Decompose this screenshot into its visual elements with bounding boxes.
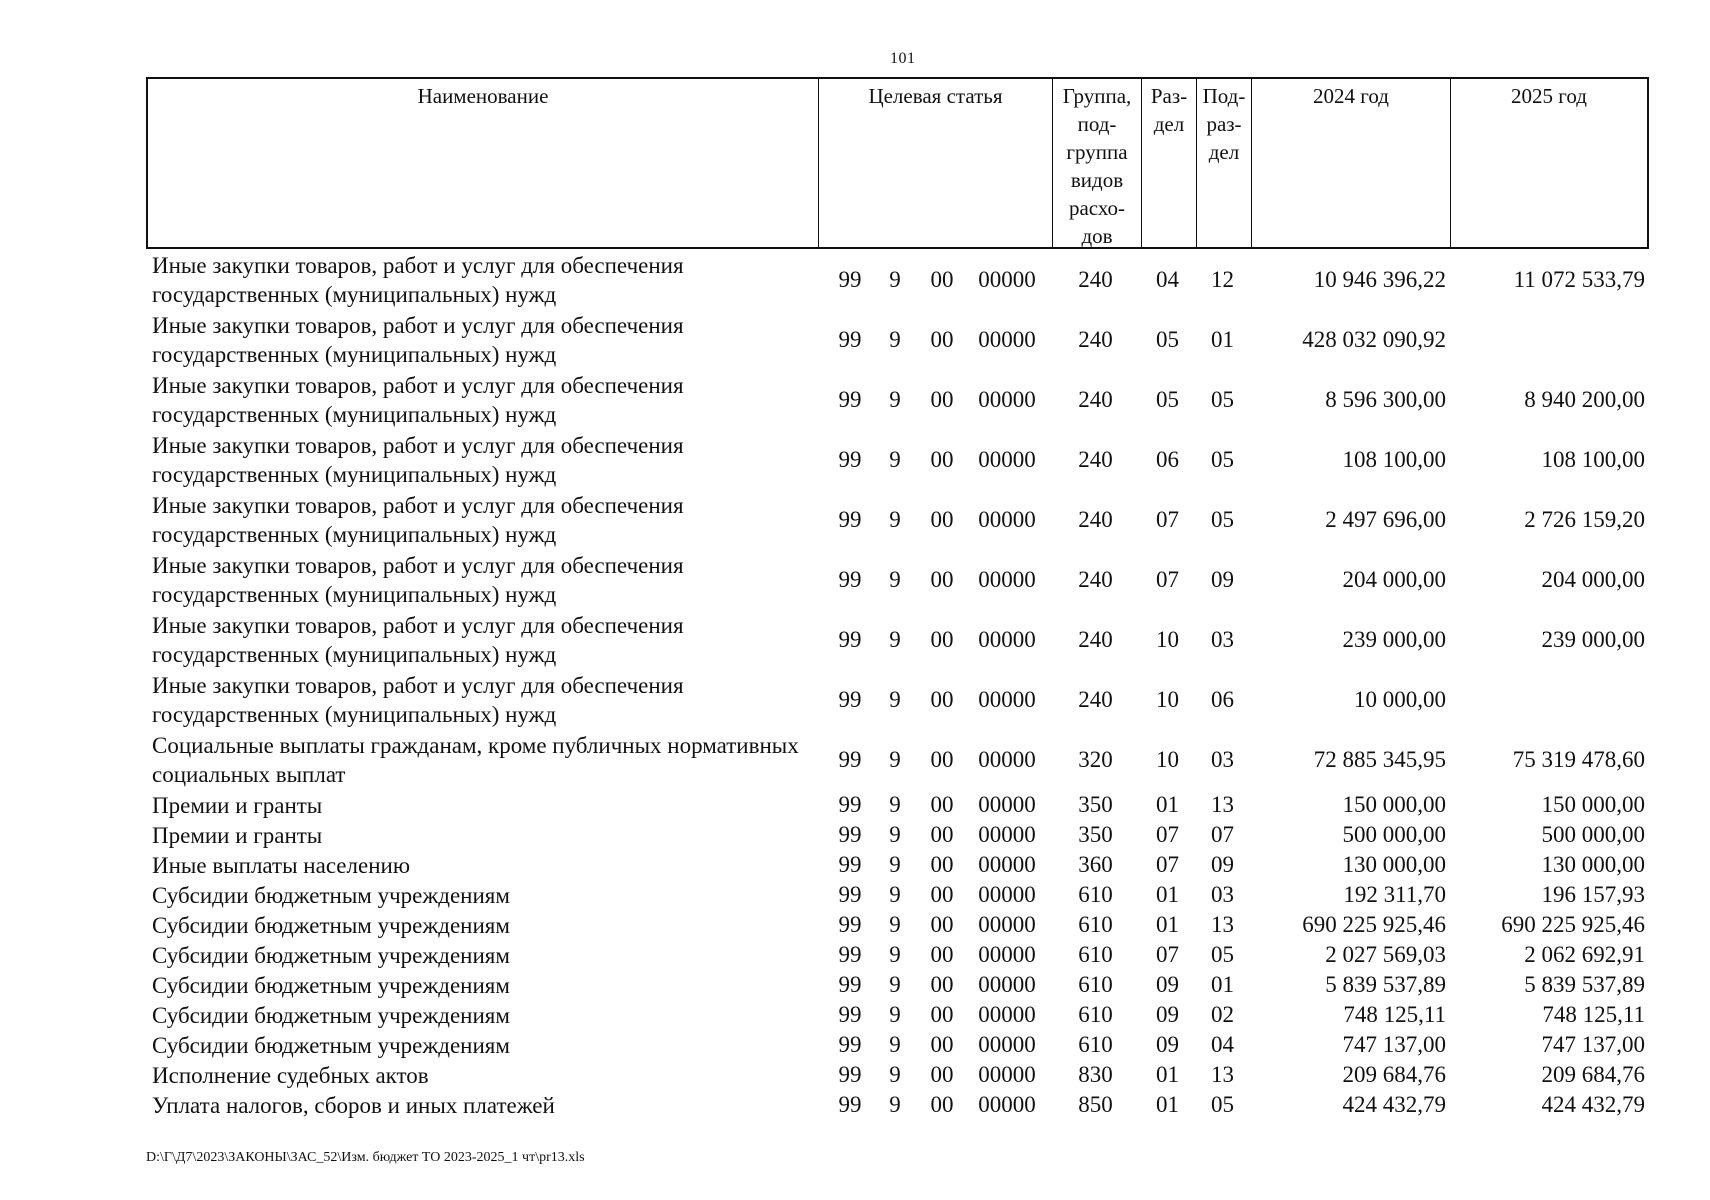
table-row [146,1060,1649,1090]
code-direction: 00 [930,267,954,292]
code-program: 99 [838,267,862,292]
table-row [146,310,1649,370]
amount-2025: 2 726 159,20 [1524,507,1645,532]
expense-group: 320 [1078,747,1113,772]
table-body [146,250,1649,1120]
amount-2024: 2 497 696,00 [1325,507,1446,532]
section: 07 [1156,822,1179,847]
table-row [146,730,1649,790]
amount-2025: 690 225 925,46 [1501,912,1645,937]
amount-2025: 2 062 692,91 [1524,942,1645,967]
expense-group: 350 [1078,792,1113,817]
code-subprogram: 9 [889,627,901,652]
file-path-footer: D:\Г\Д7\2023\ЗАКОНЫ\ЗАС_52\Изм. бюджет ТО 2023-2025_1 чт\pr13.xls [146,1150,585,1165]
subsection: 03 [1211,627,1234,652]
amount-2024: 428 032 090,92 [1302,327,1446,352]
section: 01 [1156,1092,1179,1117]
expense-group: 350 [1078,822,1113,847]
code-expense: 00000 [978,387,1036,412]
amount-2025 [1449,670,1645,730]
code-program: 99 [838,687,862,712]
header-section: Раз- дел [1142,79,1197,247]
row-name: Премии и гранты [152,792,323,818]
code-program: 99 [838,822,862,847]
section: 01 [1156,882,1179,907]
header-target-article: Целевая статья [819,79,1053,247]
code-program: 99 [838,852,862,877]
code-direction: 00 [930,627,954,652]
amount-2024: 500 000,00 [1342,822,1446,847]
code-subprogram: 9 [889,1092,901,1117]
subsection: 03 [1211,882,1234,907]
amount-2025: 748 125,11 [1542,1002,1645,1027]
table-row [146,550,1649,610]
code-subprogram: 9 [889,567,901,592]
section: 09 [1156,1032,1179,1057]
code-program: 99 [838,1002,862,1027]
header-year-2024: 2024 год [1252,79,1451,247]
amount-2024: 108 100,00 [1342,447,1446,472]
section: 07 [1156,507,1179,532]
amount-2025: 75 319 478,60 [1512,747,1645,772]
section: 01 [1156,912,1179,937]
code-subprogram: 9 [889,852,901,877]
code-direction: 00 [930,687,954,712]
code-program: 99 [838,327,862,352]
code-direction: 00 [930,1032,954,1057]
code-subprogram: 9 [889,942,901,967]
code-subprogram: 9 [889,747,901,772]
code-subprogram: 9 [889,1032,901,1057]
code-expense: 00000 [978,567,1036,592]
code-subprogram: 9 [889,327,901,352]
expense-group: 850 [1078,1092,1113,1117]
code-expense: 00000 [978,627,1036,652]
subsection: 05 [1211,942,1234,967]
code-subprogram: 9 [889,687,901,712]
expense-group: 610 [1078,942,1113,967]
code-program: 99 [838,942,862,967]
subsection: 02 [1211,1002,1234,1027]
expense-group: 240 [1078,687,1113,712]
row-name: Иные закупки товаров, работ и услуг для обеспечения государственных (муниципальных) нужд [152,373,684,427]
amount-2025: 130 000,00 [1541,852,1645,877]
code-subprogram: 9 [889,792,901,817]
expense-group: 360 [1078,852,1113,877]
code-expense: 00000 [978,792,1036,817]
expense-group: 240 [1078,447,1113,472]
amount-2024: 748 125,11 [1343,1002,1446,1027]
code-expense: 00000 [978,972,1036,997]
subsection: 04 [1211,1032,1234,1057]
subsection: 12 [1211,267,1234,292]
code-expense: 00000 [978,1062,1036,1087]
row-name: Иные закупки товаров, работ и услуг для обеспечения государственных (муниципальных) нужд [152,313,684,367]
amount-2025: 11 072 533,79 [1513,267,1645,292]
amount-2025: 204 000,00 [1541,567,1645,592]
code-expense: 00000 [978,852,1036,877]
code-direction: 00 [930,447,954,472]
table-row [146,1000,1649,1030]
amount-2024: 8 596 300,00 [1325,387,1446,412]
code-program: 99 [838,627,862,652]
subsection: 09 [1211,567,1234,592]
row-name: Иные закупки товаров, работ и услуг для обеспечения государственных (муниципальных) нужд [152,433,684,487]
amount-2024: 747 137,00 [1342,1032,1446,1057]
code-direction: 00 [930,792,954,817]
code-subprogram: 9 [889,1062,901,1087]
amount-2024: 5 839 537,89 [1325,972,1446,997]
code-direction: 00 [930,972,954,997]
row-name: Уплата налогов, сборов и иных платежей [152,1092,555,1118]
subsection: 05 [1211,387,1234,412]
subsection: 09 [1211,852,1234,877]
amount-2024: 72 885 345,95 [1313,747,1446,772]
code-program: 99 [838,747,862,772]
amount-2025: 8 940 200,00 [1524,387,1645,412]
expense-group: 240 [1078,327,1113,352]
code-direction: 00 [930,567,954,592]
subsection: 01 [1211,972,1234,997]
table-row [146,970,1649,1000]
amount-2024: 10 000,00 [1354,687,1446,712]
table-row [146,610,1649,670]
row-name: Социальные выплаты гражданам, кроме публичных нормативных социальных выплат [152,733,799,787]
expense-group: 830 [1078,1062,1113,1087]
table-row [146,820,1649,850]
amount-2025: 747 137,00 [1541,1032,1645,1057]
code-direction: 00 [930,1092,954,1117]
code-subprogram: 9 [889,1002,901,1027]
code-expense: 00000 [978,1032,1036,1057]
code-subprogram: 9 [889,882,901,907]
amount-2024: 130 000,00 [1342,852,1446,877]
row-name: Субсидии бюджетным учреждениям [152,1032,510,1058]
code-expense: 00000 [978,747,1036,772]
expense-group: 240 [1078,567,1113,592]
expense-group: 240 [1078,507,1113,532]
code-expense: 00000 [978,822,1036,847]
table-row [146,790,1649,820]
code-program: 99 [838,1062,862,1087]
code-subprogram: 9 [889,507,901,532]
amount-2025: 108 100,00 [1541,447,1645,472]
table-row [146,910,1649,940]
expense-group: 610 [1078,972,1113,997]
section: 07 [1156,852,1179,877]
code-expense: 00000 [978,882,1036,907]
page-number: 101 [890,50,916,67]
expense-group: 610 [1078,1002,1113,1027]
row-name: Иные закупки товаров, работ и услуг для обеспечения государственных (муниципальных) нужд [152,673,684,727]
code-program: 99 [838,882,862,907]
expense-group: 240 [1078,387,1113,412]
code-expense: 00000 [978,507,1036,532]
code-program: 99 [838,567,862,592]
code-program: 99 [838,1092,862,1117]
amount-2024: 192 311,70 [1343,882,1446,907]
table-row [146,670,1649,730]
subsection: 05 [1211,1092,1234,1117]
row-name: Иные закупки товаров, работ и услуг для обеспечения государственных (муниципальных) нужд [152,613,684,667]
code-direction: 00 [930,387,954,412]
code-direction: 00 [930,327,954,352]
subsection: 03 [1211,747,1234,772]
expense-group: 610 [1078,882,1113,907]
code-program: 99 [838,912,862,937]
amount-2024: 239 000,00 [1342,627,1446,652]
section: 07 [1156,942,1179,967]
amount-2025: 5 839 537,89 [1524,972,1645,997]
code-expense: 00000 [978,912,1036,937]
code-program: 99 [838,972,862,997]
row-name: Субсидии бюджетным учреждениям [152,882,510,908]
subsection: 07 [1211,822,1234,847]
subsection: 06 [1211,687,1234,712]
amount-2025: 150 000,00 [1541,792,1645,817]
code-subprogram: 9 [889,267,901,292]
subsection: 05 [1211,447,1234,472]
expense-group: 240 [1078,627,1113,652]
subsection: 13 [1211,912,1234,937]
section: 10 [1156,747,1179,772]
row-name: Субсидии бюджетным учреждениям [152,912,510,938]
row-name: Иные закупки товаров, работ и услуг для обеспечения государственных (муниципальных) нужд [152,553,684,607]
row-name: Исполнение судебных актов [152,1062,429,1088]
table-row [146,430,1649,490]
code-expense: 00000 [978,942,1036,967]
amount-2024: 209 684,76 [1342,1062,1446,1087]
table-row [146,250,1649,310]
section: 05 [1156,327,1179,352]
code-program: 99 [838,447,862,472]
code-program: 99 [838,792,862,817]
subsection: 13 [1211,792,1234,817]
code-expense: 00000 [978,1002,1036,1027]
code-direction: 00 [930,507,954,532]
code-direction: 00 [930,942,954,967]
code-expense: 00000 [978,267,1036,292]
subsection: 13 [1211,1062,1234,1087]
code-subprogram: 9 [889,822,901,847]
code-expense: 00000 [978,327,1036,352]
code-direction: 00 [930,1062,954,1087]
amount-2024: 204 000,00 [1342,567,1446,592]
row-name: Иные закупки товаров, работ и услуг для обеспечения государственных (муниципальных) нужд [152,493,684,547]
amount-2024: 2 027 569,03 [1325,942,1446,967]
code-expense: 00000 [978,447,1036,472]
code-subprogram: 9 [889,972,901,997]
subsection: 01 [1211,327,1234,352]
expense-group: 610 [1078,1032,1113,1057]
amount-2024: 10 946 396,22 [1313,267,1446,292]
row-name: Субсидии бюджетным учреждениям [152,1002,510,1028]
row-name: Субсидии бюджетным учреждениям [152,972,510,998]
code-program: 99 [838,507,862,532]
code-direction: 00 [930,747,954,772]
amount-2024: 424 432,79 [1342,1092,1446,1117]
section: 07 [1156,567,1179,592]
code-direction: 00 [930,822,954,847]
code-program: 99 [838,387,862,412]
row-name: Премии и гранты [152,822,323,848]
header-name: Наименование [148,79,819,247]
table-header [146,77,1649,249]
section: 10 [1156,687,1179,712]
header-year-2025: 2025 год [1511,84,1587,108]
section: 05 [1156,387,1179,412]
subsection: 05 [1211,507,1234,532]
section: 04 [1156,267,1179,292]
section: 06 [1156,447,1179,472]
section: 01 [1156,792,1179,817]
table-row [146,940,1649,970]
row-name: Иные выплаты населению [152,852,410,878]
header-group: Группа, под- группа видов расхо- дов [1053,79,1142,247]
code-program: 99 [838,1032,862,1057]
expense-group: 240 [1078,267,1113,292]
code-expense: 00000 [978,687,1036,712]
amount-2025 [1449,310,1645,370]
table-row [146,880,1649,910]
amount-2025: 239 000,00 [1541,627,1645,652]
code-direction: 00 [930,1002,954,1027]
row-name: Субсидии бюджетным учреждениям [152,942,510,968]
code-subprogram: 9 [889,447,901,472]
code-direction: 00 [930,912,954,937]
section: 09 [1156,1002,1179,1027]
table-row [146,370,1649,430]
section: 09 [1156,972,1179,997]
code-direction: 00 [930,882,954,907]
section: 10 [1156,627,1179,652]
table-row [146,1090,1649,1120]
table-row [146,850,1649,880]
code-direction: 00 [930,852,954,877]
header-subsection: Под- раз- дел [1197,79,1252,247]
amount-2025: 209 684,76 [1541,1062,1645,1087]
table-row [146,1030,1649,1060]
row-name: Иные закупки товаров, работ и услуг для обеспечения государственных (муниципальных) нужд [152,253,684,307]
amount-2024: 690 225 925,46 [1302,912,1446,937]
code-subprogram: 9 [889,912,901,937]
section: 01 [1156,1062,1179,1087]
amount-2025: 500 000,00 [1541,822,1645,847]
table-row [146,490,1649,550]
amount-2024: 150 000,00 [1342,792,1446,817]
code-subprogram: 9 [889,387,901,412]
amount-2025: 196 157,93 [1541,882,1645,907]
code-expense: 00000 [978,1092,1036,1117]
amount-2025: 424 432,79 [1541,1092,1645,1117]
expense-group: 610 [1078,912,1113,937]
